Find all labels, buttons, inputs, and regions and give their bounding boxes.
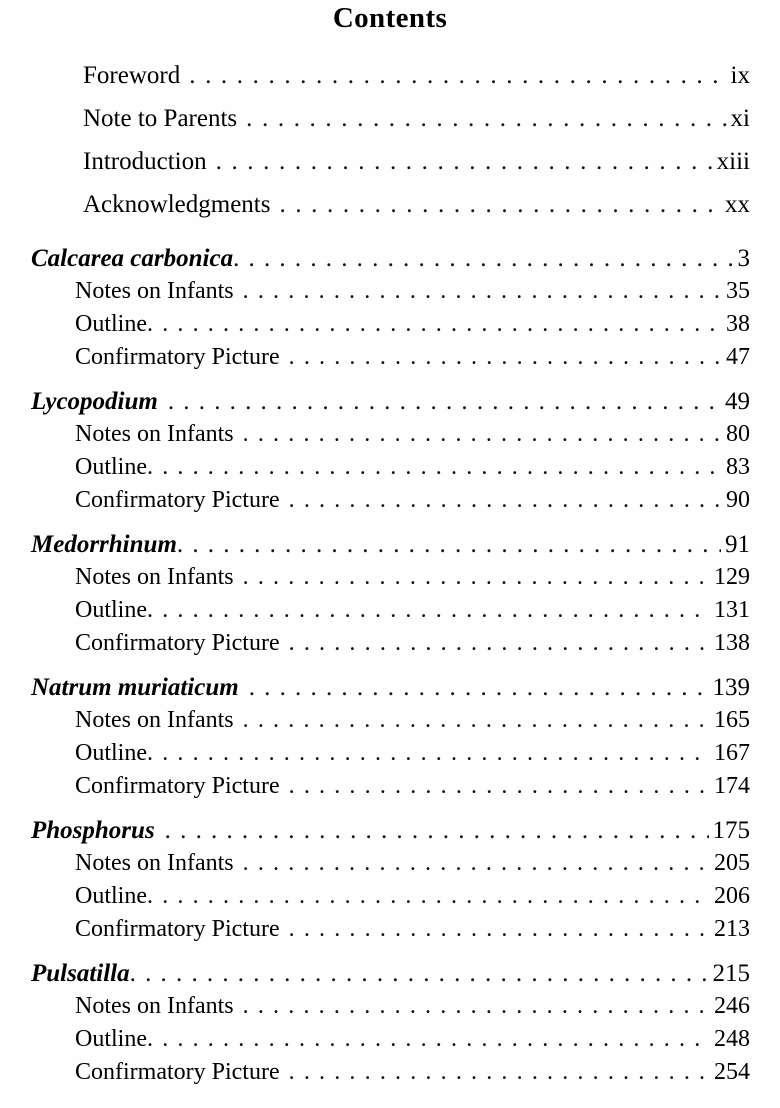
toc-heading-lycopodium[interactable]: [0, 388, 780, 421]
toc-subentry-calcarea-carbonica-confirmatory-picture[interactable]: [0, 344, 780, 377]
toc-entry-acknowledgments[interactable]: [0, 191, 780, 234]
toc-subentry-pulsatilla-notes-on-infants-label: Notes on Infants: [75, 993, 234, 1019]
toc-subentry-lycopodium-outline[interactable]: [0, 454, 780, 487]
dot-leader: [165, 818, 709, 843]
dot-leader: [147, 455, 722, 479]
toc-subentry-lycopodium-notes-on-infants-label: Notes on Infants: [75, 421, 234, 447]
toc-subentry-calcarea-carbonica-outline[interactable]: [0, 311, 780, 344]
dot-leader: [289, 1060, 710, 1084]
toc-subentry-medorrhinum-notes-on-infants[interactable]: [0, 564, 780, 597]
toc-subentry-pulsatilla-confirmatory-picture-label: Confirmatory Picture: [75, 1059, 280, 1085]
toc-subentry-lycopodium-confirmatory-picture[interactable]: [0, 487, 780, 520]
toc-subentry-phosphorus-notes-on-infants-page-number: 205: [714, 850, 750, 876]
toc-subentry-medorrhinum-confirmatory-picture-page-number: 138: [714, 630, 750, 656]
toc-subentry-lycopodium-confirmatory-picture-label: Confirmatory Picture: [75, 487, 280, 513]
toc-heading-pulsatilla[interactable]: [0, 960, 780, 993]
toc-heading-natrum-muriaticum-page-number: 139: [712, 674, 750, 701]
dot-leader: [177, 532, 721, 557]
toc-subentry-natrum-muriaticum-confirmatory-picture[interactable]: [0, 773, 780, 806]
toc-subentry-natrum-muriaticum-outline[interactable]: [0, 740, 780, 773]
toc-subentry-calcarea-carbonica-notes-on-infants-label: Notes on Infants: [75, 278, 234, 304]
dot-leader: [243, 565, 710, 589]
toc-entry-introduction-label: Introduction: [83, 148, 207, 175]
dot-leader: [289, 631, 710, 655]
toc-entry-note-to-parents-label: Note to Parents: [83, 105, 238, 132]
toc-subentry-phosphorus-outline-page-number: 206: [714, 883, 750, 909]
toc-subentry-natrum-muriaticum-confirmatory-picture-page-number: 174: [714, 773, 750, 799]
toc-subentry-natrum-muriaticum-notes-on-infants-label: Notes on Infants: [75, 707, 234, 733]
dot-leader: [243, 708, 710, 732]
toc-entry-introduction-page-number: xiii: [716, 148, 750, 175]
toc-subentry-natrum-muriaticum-notes-on-infants[interactable]: [0, 707, 780, 740]
toc-subentry-medorrhinum-confirmatory-picture-label: Confirmatory Picture: [75, 630, 280, 656]
dot-leader: [147, 312, 722, 336]
toc-heading-medorrhinum[interactable]: [0, 531, 780, 564]
toc-subentry-lycopodium-notes-on-infants-page-number: 80: [726, 421, 750, 447]
toc-heading-lycopodium-label: Lycopodium: [31, 388, 158, 415]
toc-subentry-pulsatilla-outline-page-number: 248: [714, 1026, 750, 1052]
dot-leader: [249, 675, 709, 700]
dot-leader: [243, 851, 710, 875]
toc-subentry-calcarea-carbonica-notes-on-infants[interactable]: [0, 278, 780, 311]
toc-subentry-lycopodium-outline-label: Outline: [75, 454, 147, 480]
toc-heading-pulsatilla-label: Pulsatilla: [31, 960, 130, 987]
dot-leader: [279, 192, 721, 217]
toc-entry-acknowledgments-label: Acknowledgments: [83, 191, 271, 218]
toc-subentry-lycopodium-confirmatory-picture-page-number: 90: [726, 487, 750, 513]
toc-subentry-natrum-muriaticum-notes-on-infants-page-number: 165: [714, 707, 750, 733]
toc-subentry-natrum-muriaticum-outline-label: Outline: [75, 740, 147, 766]
dot-leader: [289, 488, 722, 512]
toc-subentry-lycopodium-notes-on-infants[interactable]: [0, 421, 780, 454]
toc-heading-natrum-muriaticum-label: Natrum muriaticum: [31, 674, 239, 701]
toc-subentry-pulsatilla-notes-on-infants[interactable]: [0, 993, 780, 1026]
toc-subentry-pulsatilla-confirmatory-picture-page-number: 254: [714, 1059, 750, 1085]
toc-heading-medorrhinum-label: Medorrhinum: [31, 531, 177, 558]
toc-subentry-medorrhinum-outline[interactable]: [0, 597, 780, 630]
toc-heading-calcarea-carbonica-label: Calcarea carbonica: [31, 245, 234, 272]
toc-entry-foreword[interactable]: [0, 62, 780, 105]
dot-leader: [243, 994, 710, 1018]
dot-leader: [243, 279, 722, 303]
toc-entry-introduction[interactable]: [0, 148, 780, 191]
toc-entry-foreword-label: Foreword: [83, 62, 181, 89]
dot-leader: [243, 422, 722, 446]
toc-subentry-calcarea-carbonica-outline-page-number: 38: [726, 311, 750, 337]
toc-heading-medorrhinum-page-number: 91: [725, 531, 750, 558]
toc-heading-natrum-muriaticum[interactable]: [0, 674, 780, 707]
toc-subentry-phosphorus-notes-on-infants[interactable]: [0, 850, 780, 883]
toc-subentry-phosphorus-confirmatory-picture-label: Confirmatory Picture: [75, 916, 280, 942]
dot-leader: [289, 774, 710, 798]
toc-subentry-phosphorus-notes-on-infants-label: Notes on Infants: [75, 850, 234, 876]
toc-subentry-pulsatilla-notes-on-infants-page-number: 246: [714, 993, 750, 1019]
toc-heading-lycopodium-page-number: 49: [725, 388, 750, 415]
toc-subentry-phosphorus-confirmatory-picture-page-number: 213: [714, 916, 750, 942]
dot-leader: [246, 106, 726, 131]
toc-heading-pulsatilla-page-number: 215: [712, 960, 750, 987]
toc-entry-list: [0, 62, 780, 1092]
toc-subentry-pulsatilla-outline[interactable]: [0, 1026, 780, 1059]
toc-subentry-calcarea-carbonica-outline-label: Outline: [75, 311, 147, 337]
toc-subentry-medorrhinum-notes-on-infants-label: Notes on Infants: [75, 564, 234, 590]
toc-subentry-phosphorus-confirmatory-picture[interactable]: [0, 916, 780, 949]
toc-subentry-natrum-muriaticum-outline-page-number: 167: [714, 740, 750, 766]
toc-entry-acknowledgments-page-number: xx: [725, 191, 750, 218]
toc-subentry-natrum-muriaticum-confirmatory-picture-label: Confirmatory Picture: [75, 773, 280, 799]
dot-leader: [189, 63, 726, 88]
toc-subentry-medorrhinum-confirmatory-picture[interactable]: [0, 630, 780, 663]
dot-leader: [233, 246, 733, 271]
dot-leader: [147, 1027, 710, 1051]
dot-leader: [147, 741, 710, 765]
toc-subentry-pulsatilla-outline-label: Outline: [75, 1026, 147, 1052]
toc-heading-phosphorus[interactable]: [0, 817, 780, 850]
toc-subentry-calcarea-carbonica-confirmatory-picture-page-number: 47: [726, 344, 750, 370]
toc-heading-calcarea-carbonica-page-number: 3: [737, 245, 750, 272]
toc-subentry-phosphorus-outline[interactable]: [0, 883, 780, 916]
toc-subentry-lycopodium-outline-page-number: 83: [726, 454, 750, 480]
dot-leader: [147, 598, 710, 622]
toc-subentry-medorrhinum-notes-on-infants-page-number: 129: [714, 564, 750, 590]
dot-leader: [130, 961, 709, 986]
dot-leader: [216, 149, 713, 174]
dot-leader: [289, 917, 710, 941]
toc-entry-foreword-page-number: ix: [730, 62, 750, 89]
toc-subentry-medorrhinum-outline-label: Outline: [75, 597, 147, 623]
dot-leader: [168, 389, 721, 414]
toc-heading-calcarea-carbonica[interactable]: [0, 245, 780, 278]
toc-entry-note-to-parents-page-number: xi: [730, 105, 750, 132]
toc-entry-note-to-parents[interactable]: [0, 105, 780, 148]
toc-subentry-calcarea-carbonica-confirmatory-picture-label: Confirmatory Picture: [75, 344, 280, 370]
dot-leader: [289, 345, 722, 369]
toc-heading-phosphorus-label: Phosphorus: [31, 817, 155, 844]
toc-heading-phosphorus-page-number: 175: [712, 817, 750, 844]
toc-subentry-calcarea-carbonica-notes-on-infants-page-number: 35: [726, 278, 750, 304]
toc-subentry-pulsatilla-confirmatory-picture[interactable]: [0, 1059, 780, 1092]
toc-subentry-medorrhinum-outline-page-number: 131: [714, 597, 750, 623]
page-title: Contents: [332, 2, 448, 34]
toc-subentry-phosphorus-outline-label: Outline: [75, 883, 147, 909]
dot-leader: [147, 884, 710, 908]
